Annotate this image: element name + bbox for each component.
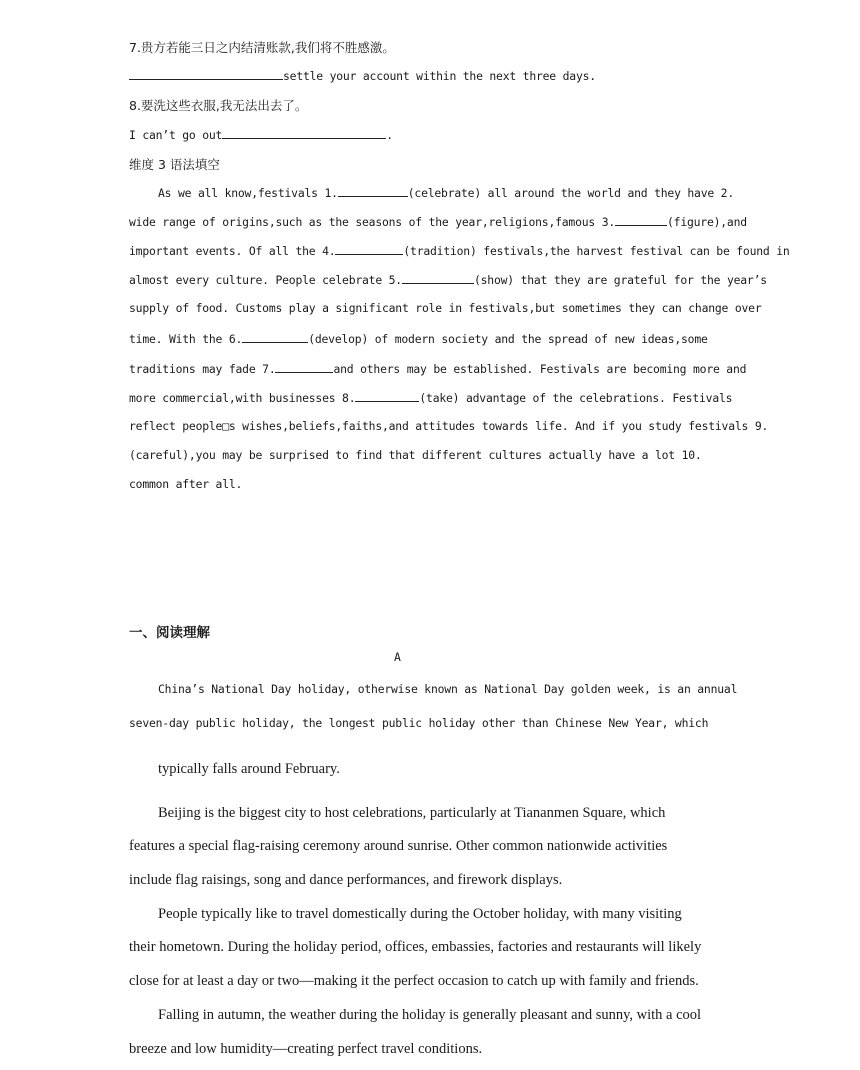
q7-english-suffix: settle your account within the next three days.	[283, 69, 596, 83]
blank-1[interactable]	[338, 184, 408, 197]
cloze-line-4	[129, 271, 767, 287]
cloze-text: (develop) of modern society and the spread of new ideas,some	[308, 332, 708, 346]
passage-p4-line-1: Falling in autumn, the weather during the holiday is generally pleasant and sunny, with a cool	[158, 1007, 702, 1023]
cloze-line-5: supply of food. Customs play a significant role in festivals,but sometimes they can change over	[129, 301, 762, 315]
cloze-text: wide range of origins,such as the seasons of the year,religions,famous 3.	[129, 215, 616, 229]
cloze-text: As we all know,festivals 1.	[158, 186, 338, 200]
passage-p4-line-2: breeze and low humidity—creating perfect travel conditions.	[129, 1041, 483, 1057]
q8-english	[129, 126, 393, 142]
passage-p1-line-3: typically falls around February.	[158, 761, 340, 777]
passage-p2-line-3: include flag raisings, song and dance performances, and firework displays.	[129, 872, 563, 888]
cloze-text: (tradition) festivals,the harvest festival can be found in	[403, 244, 790, 258]
q8-chinese: 8.要洗这些衣服,我无法出去了。	[129, 98, 308, 113]
section-3-title: 维度 3 语法填空	[129, 157, 220, 172]
passage-p3-line-3: close for at least a day or two—making it the perfect occasion to catch up with family and friends.	[129, 973, 699, 989]
blank-7[interactable]	[275, 360, 333, 373]
passage-p2-line-1: Beijing is the biggest city to host celebrations, particularly at Tiananmen Square, which	[158, 805, 666, 821]
cloze-line-8	[129, 389, 732, 405]
passage-label: A	[394, 650, 401, 664]
cloze-text: time. With the 6.	[129, 332, 243, 346]
q7-chinese: 7.贵方若能三日之内结清账款,我们将不胜感激。	[129, 40, 395, 55]
answer-blank[interactable]	[222, 126, 386, 139]
q8-english-prefix: I can’t go out	[129, 128, 223, 142]
cloze-line-2	[129, 213, 747, 229]
cloze-line-1	[158, 184, 734, 200]
cloze-line-10: (careful),you may be surprised to find that different cultures actually have a lot 10.	[129, 448, 702, 462]
cloze-text: (show) that they are grateful for the year’s	[473, 273, 767, 287]
cloze-text: (celebrate) all around the world and they have 2.	[407, 186, 734, 200]
passage-p3-line-2: their hometown. During the holiday period, offices, embassies, factories and restaurants will likely	[129, 939, 702, 955]
passage-p3-line-1: People typically like to travel domestically during the October holiday, with many visiting	[158, 906, 682, 922]
cloze-line-3	[129, 242, 790, 258]
cloze-text: and others may be established. Festivals are becoming more and	[333, 362, 747, 376]
blank-4[interactable]	[335, 242, 403, 255]
cloze-text: almost every culture. People celebrate 5.	[129, 273, 402, 287]
passage-p2-line-2: features a special flag-raising ceremony around sunrise. Other common nationwide activities	[129, 838, 668, 854]
cloze-line-7	[129, 360, 746, 376]
blank-5[interactable]	[402, 271, 474, 284]
reading-heading: 一、阅读理解	[129, 625, 210, 641]
cloze-text: more commercial,with businesses 8.	[129, 391, 356, 405]
q7-english	[129, 67, 596, 83]
blank-6[interactable]	[242, 330, 308, 343]
cloze-line-6	[129, 330, 708, 346]
cloze-text: traditions may fade 7.	[129, 362, 276, 376]
cloze-text: (figure),and	[667, 215, 747, 229]
answer-blank[interactable]	[129, 67, 283, 80]
cloze-line-11: common after all.	[129, 477, 243, 491]
blank-3[interactable]	[615, 213, 667, 226]
passage-p1-line-1: China’s National Day holiday, otherwise known as National Day golden week, is an annual	[158, 682, 738, 696]
blank-8[interactable]	[355, 389, 419, 402]
cloze-line-9: reflect people□s wishes,beliefs,faiths,and attitudes towards life. And if you study festivals 9.	[129, 419, 769, 433]
q8-english-suffix: .	[386, 128, 393, 142]
cloze-text: (take) advantage of the celebrations. Festivals	[419, 391, 733, 405]
passage-p1-line-2: seven-day public holiday, the longest public holiday other than Chinese New Year, which	[129, 716, 709, 730]
cloze-text: important events. Of all the 4.	[129, 244, 336, 258]
